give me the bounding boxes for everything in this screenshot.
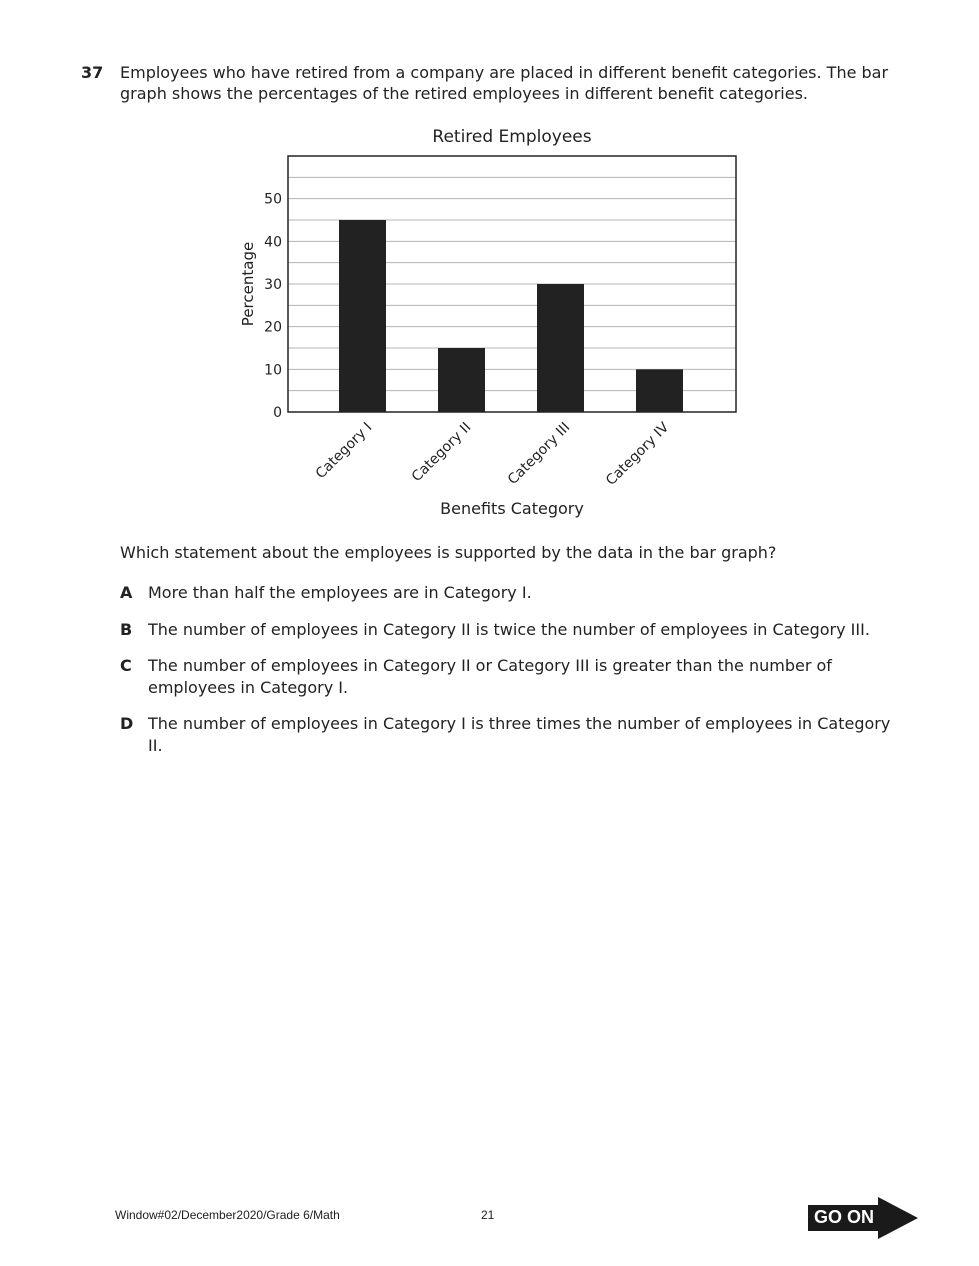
footer-source: Window#02/December2020/Grade 6/Math (115, 1208, 340, 1222)
option-letter: C (120, 656, 132, 675)
go-on-label: GO ON (814, 1207, 875, 1227)
go-on-arrow (808, 1197, 920, 1239)
y-tick-label: 10 (264, 362, 282, 379)
page-number: 21 (481, 1208, 495, 1222)
bar-category-iv (636, 369, 683, 412)
bar-chart (200, 118, 780, 528)
y-tick-label: 50 (264, 191, 282, 208)
option-letter: D (120, 714, 134, 733)
x-tick-label: Category III (504, 419, 574, 488)
bar-category-iii (537, 284, 584, 412)
option-letter: B (120, 620, 133, 639)
y-axis-label: Percentage (239, 241, 257, 327)
option-text: The number of employees in Category II or Category III is greater than the number of employees in Category I. (148, 656, 832, 697)
bar-category-ii (438, 348, 485, 412)
x-tick-label: Category I (312, 419, 376, 483)
bar-category-i (339, 220, 386, 412)
option-text: More than half the employees are in Category I. (148, 583, 532, 602)
y-tick-label: 20 (264, 319, 282, 336)
question-stem: Employees who have retired from a company are placed in different benefit categories. The bar graph shows the percentages of the retired employees in different benefit categories. (120, 63, 889, 103)
y-tick-label: 0 (273, 405, 282, 421)
x-tick-label: Category II (408, 419, 475, 486)
question-prompt: Which statement about the employees is supported by the data in the bar graph? (120, 543, 777, 562)
option-text: The number of employees in Category I is three times the number of employees in Category II. (148, 714, 891, 755)
x-tick-label: Category IV (602, 419, 673, 489)
x-axis-label: Benefits Category (440, 499, 584, 518)
option-text: The number of employees in Category II is twice the number of employees in Category III. (148, 620, 870, 639)
y-tick-label: 30 (264, 277, 282, 293)
question-number: 37 (81, 63, 104, 82)
y-tick-label: 40 (264, 234, 282, 251)
option-letter: A (120, 583, 133, 602)
chart-title: Retired Employees (432, 127, 592, 147)
